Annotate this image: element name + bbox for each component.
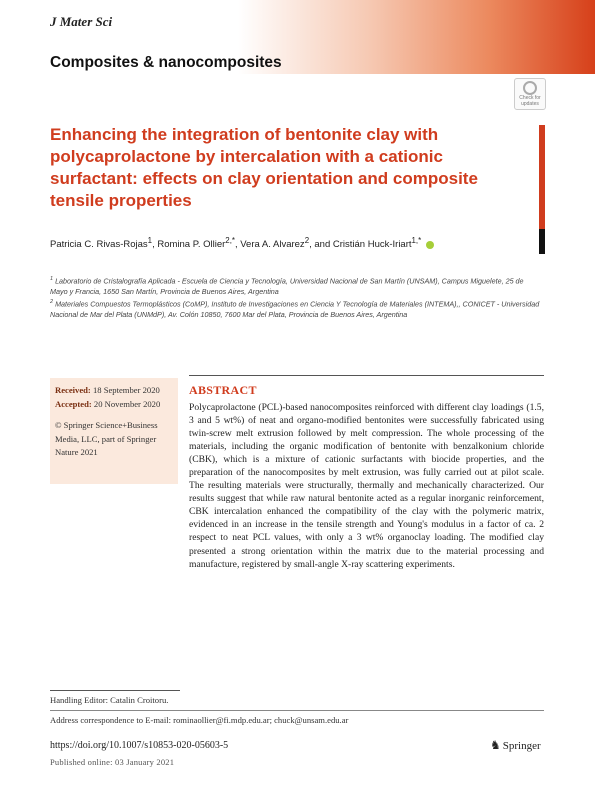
accepted-value: 20 November 2020 [93,398,161,409]
author-sup: 2,* [225,236,235,245]
publisher-logo[interactable] [490,738,541,753]
doi-link[interactable]: https://doi.org/10.1007/s10853-020-05603-5 [50,740,229,751]
affiliation-text: Materiales Compuestos Termoplásticos (CoMP), Instituto de Investigaciones en Ciencia Y Tecnología de Materiales (INTEMA),, CONICET - Universidad Nacional de Mar del Plata (UNMdP), Av. Colón 10850, 7600 Mar del Plata, Provincia de Buenos Aires, Argentina [50,299,540,319]
correspondence: Address correspondence to E-mail: rominaollier@fi.mdp.edu.ar; chuck@unsam.edu.ar [50,715,349,725]
affiliation-text: Laboratorio de Cristalografía Aplicada - Escuela de Ciencia y Tecnología, Universidad Nacional de San Martín (UNSAM), Campus Miguelete, 25 de Mayo y Francia, 1650 San Martín, Provincia de Buenos Aires, Argentina [50,276,524,296]
journal-name: J Mater Sci [50,14,113,29]
affiliation-2 [50,297,540,320]
accepted-date [55,398,173,412]
abstract-heading: ABSTRACT [189,383,257,397]
author-sep: , and [309,239,333,251]
accent-bar [539,125,545,229]
handling-editor: Handling Editor: Catalin Croitoru. [50,695,169,705]
publisher-name: Springer [502,740,541,752]
copyright-notice: © Springer Science+Business Media, LLC, part of Springer Nature 2021 [55,420,158,457]
author-sup: 1 [147,236,153,245]
author-name[interactable]: Romina P. Ollier [157,239,226,251]
correspondence-rule [50,710,544,711]
received-value: 18 September 2020 [92,385,160,395]
check-for-updates-badge[interactable] [514,78,546,110]
author-sup: 1,* [411,236,422,245]
check-updates-line1: Check for [519,95,541,101]
orcid-icon[interactable] [426,241,434,249]
affiliation-num: 2 [50,299,54,305]
section-title: Composites & nanocomposites [50,54,282,71]
affiliation-num: 1 [50,276,54,282]
author-sup: 2 [304,236,310,245]
accent-bar-dark [539,229,545,254]
abstract-rule [189,375,544,376]
author-list [50,236,530,250]
abstract-body: Polycaprolactone (PCL)-based nanocomposites reinforced with different clay loadings (1.5, 3 and 5 wt%) of neat and organo-modified bentonites were successfully fabricated using twin-screw melt extrusion followed by melt compression. The whole processing of the materials, including the organic modification of bentonite with benzalkonium chloride (CBK), which is a mixture of cationic surfactants with biocide properties, and the preparation of the nanocomposites by melt extrusion, was fully carried out at pilot scale. The resulting materials were structurally, thermally and mechanically characterized. Our results suggest that while raw natural bentonite acted as a regular inorganic reinforcement, CBK intercalation enhanced the compatibility of the clay with the polymeric matrix, evidenced in an increase in the tensile strength and Young's modulus in a factor of ca. 2 respect to neat PCL values, with only a 3 wt% organoclay loading. The modified clay presented a strong orientation within the matrix due to the material processing and manufacture, registered by small-angle X-ray scattering experiments. [189,402,544,570]
author-name[interactable]: Cristián Huck-Iriart [332,239,412,251]
received-date [55,384,173,398]
dates-box [50,378,178,484]
affiliation-1 [50,274,540,297]
received-label: Received: [55,385,91,395]
author-name[interactable]: Patricia C. Rivas-Rojas [50,239,148,251]
accepted-label: Accepted: [55,398,92,409]
published-date: Published online: 03 January 2021 [50,757,175,767]
check-updates-line2: updates [521,101,539,107]
author-sep: , [234,239,241,251]
check-updates-icon [523,81,537,95]
springer-horse-icon: ♞ [490,738,501,752]
author-name[interactable]: Vera A. Alvarez [240,239,305,251]
article-title: Enhancing the integration of bentonite clay with polycaprolactone by intercalation with a cationic surfactant: effects on clay orientation and composite tensile properties [50,125,478,210]
handling-rule [50,690,180,691]
author-sep: , [152,239,158,251]
